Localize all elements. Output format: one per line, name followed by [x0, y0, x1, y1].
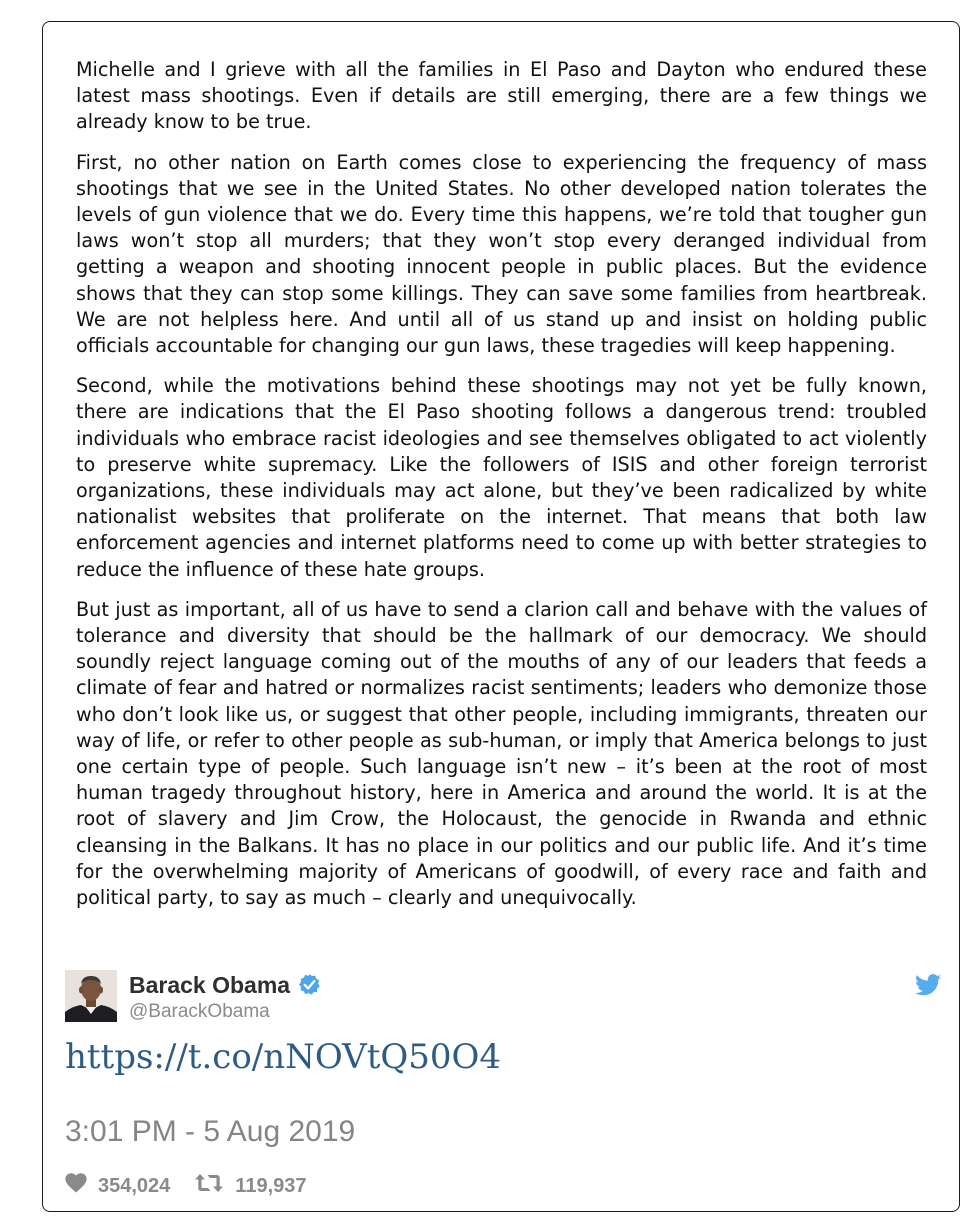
tweet-timestamp[interactable]: 3:01 PM - 5 Aug 2019 — [65, 1115, 356, 1148]
statement-paragraph: But just as important, all of us have to send a clarion call and behave with the values of tolerance and diversity that should be the hallmark of our democracy. We should soundly reject language coming out of the mouths of any of our leaders that feeds a climate of fear and hatred or normalizes racist sentiments; leaders who demonize those who don’t look like us, or suggest that other people, including immigrants, threaten our way of life, or refer to other people as sub-human, or imply that America belongs to just one certain type of people. Such language isn’t new – it’s been at the root of most human tragedy throughout history, here in America and around the world. It is at the root of slavery and Jim Crow, the Holocaust, the genocide in Rwanda and ethnic cleansing in the Balkans. It has no place in our politics and our public life. And it’s time for the overwhelming majority of Americans of goodwill, of every race and faith and political party, to say as much – clearly and unequivocally. — [76, 597, 927, 910]
verified-badge-icon — [298, 973, 321, 1002]
statement-paragraph: Second, while the motivations behind these shootings may not yet be fully known, there are indications that the El Paso shooting follows a dangerous trend: troubled individuals who embrace racist ideologies and see themselves obligated to act violently to preserve white supremacy. Like the followers of ISIS and other foreign terrorist organizations, these individuals may act alone, but they’ve been radicalized by white nationalist websites that proliferate on the internet. That means that both law enforcement agencies and internet platforms need to come up with better strategies to reduce the influence of these hate groups. — [76, 374, 927, 581]
heart-icon — [65, 1173, 98, 1199]
statement-paragraph: Michelle and I grieve with all the families in El Paso and Dayton who endured these latest mass shootings. Even if details are still emerging, there are a few things we already know to be true. — [76, 58, 927, 134]
author-name[interactable] — [129, 972, 321, 1002]
like-button[interactable] — [65, 1173, 170, 1199]
like-count: 354,024 — [98, 1174, 171, 1197]
author-name-text: Barack Obama — [129, 972, 291, 998]
embedded-tweet-card — [42, 21, 960, 1212]
statement-paragraph: First, no other nation on Earth comes close to experiencing the frequency of mass shootings that we see in the United States. No other developed nation tolerates the levels of gun violence that we do. Every time this happens, we’re told that tougher gun laws won’t stop all murders; that they won’t stop every deranged individual from getting a weapon and shooting innocent people in public places. But the evidence shows that they can stop some killings. They can save some families from heartbreak. We are not helpless here. And until all of us stand up and insist on holding public officials accountable for changing our gun laws, these tragedies will keep happening. — [76, 150, 927, 358]
retweet-count: 119,937 — [235, 1174, 307, 1197]
statement-text — [76, 57, 927, 925]
retweet-icon — [194, 1173, 235, 1199]
tweet-actions — [65, 1172, 331, 1200]
tweet-link[interactable]: https://t.co/nNOVtQ50O4 — [65, 1037, 502, 1077]
author-handle[interactable]: @BarackObama — [129, 1001, 270, 1022]
tweet-author — [65, 970, 941, 1026]
twitter-bird-icon[interactable] — [915, 974, 941, 996]
retweet-button[interactable] — [194, 1173, 306, 1199]
avatar[interactable] — [65, 970, 117, 1022]
